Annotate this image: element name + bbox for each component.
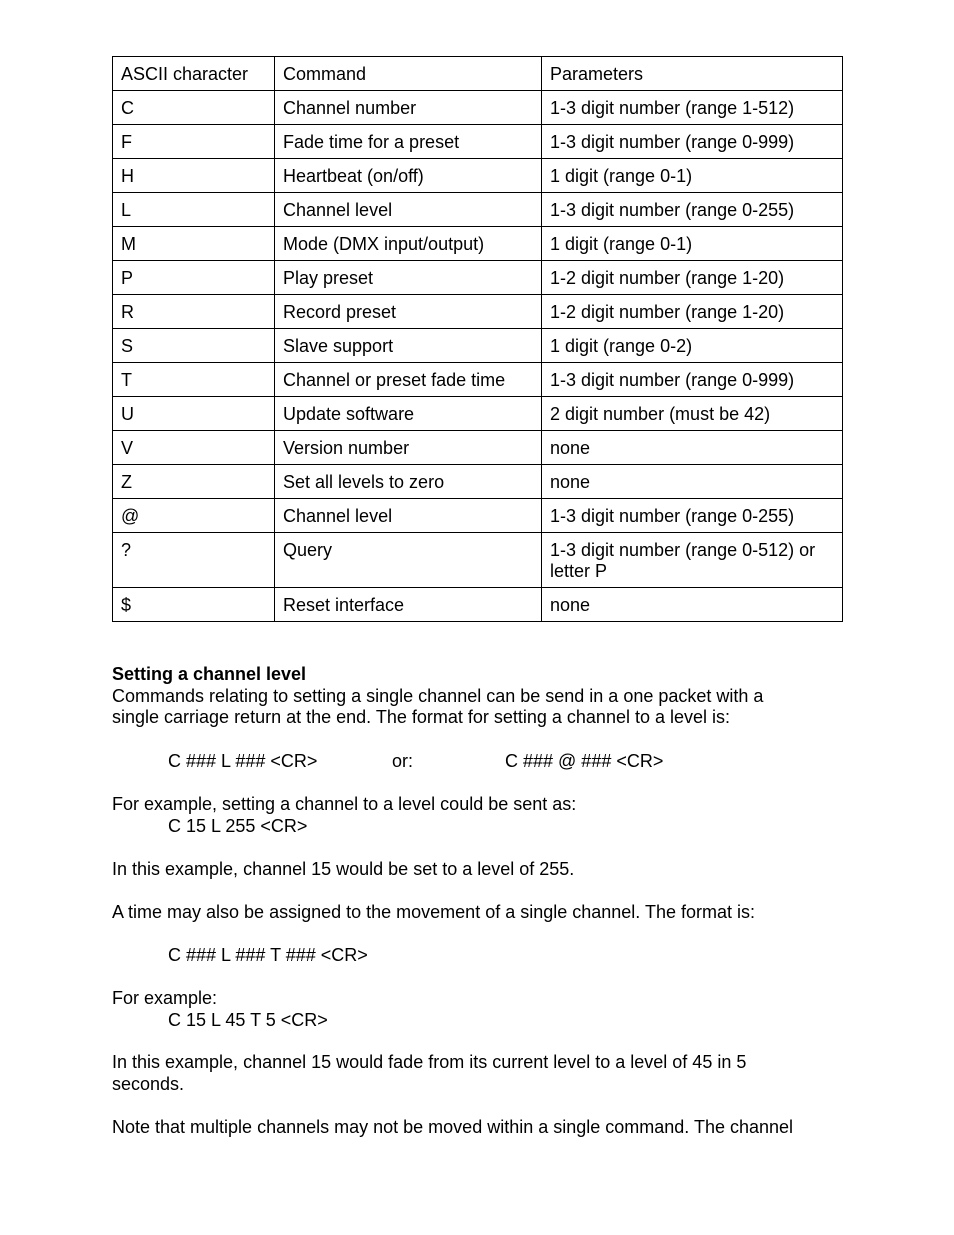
table-row <box>113 588 843 622</box>
syntax-letter-form: C ### L ### <CR> <box>168 751 318 771</box>
header-ascii-character: ASCII character <box>113 57 275 91</box>
command-cell: Channel level <box>275 499 542 533</box>
table-row <box>113 499 843 533</box>
command-cell: Channel level <box>275 193 542 227</box>
parameters-cell: none <box>542 431 843 465</box>
ascii-character-cell: U <box>113 397 275 431</box>
command-table <box>112 56 843 622</box>
intro-line-2: single carriage return at the end. The format for setting a channel to a level is: <box>112 707 731 727</box>
syntax-at-form: C ### @ ### <CR> <box>505 751 664 771</box>
command-cell: Set all levels to zero <box>275 465 542 499</box>
command-cell: Fade time for a preset <box>275 125 542 159</box>
table-row <box>113 533 843 588</box>
example-1-intro: For example, setting a channel to a level could be sent as: <box>112 794 577 814</box>
command-cell: Channel or preset fade time <box>275 363 542 397</box>
command-cell: Record preset <box>275 295 542 329</box>
table-row <box>113 227 843 261</box>
command-cell: Channel number <box>275 91 542 125</box>
ascii-character-cell: R <box>113 295 275 329</box>
header-command: Command <box>275 57 542 91</box>
parameters-cell: none <box>542 465 843 499</box>
parameters-cell: 1-2 digit number (range 1-20) <box>542 295 843 329</box>
ascii-character-cell: P <box>113 261 275 295</box>
example-1-code: C 15 L 255 <CR> <box>168 815 308 836</box>
command-cell: Mode (DMX input/output) <box>275 227 542 261</box>
ascii-character-cell: V <box>113 431 275 465</box>
time-intro: A time may also be assigned to the movement of a single channel. The format is: <box>112 902 756 922</box>
parameters-cell: 1-2 digit number (range 1-20) <box>542 261 843 295</box>
table-row <box>113 261 843 295</box>
parameters-cell: 1-3 digit number (range 0-999) <box>542 125 843 159</box>
table-row <box>113 329 843 363</box>
ascii-character-cell: M <box>113 227 275 261</box>
table-row <box>113 363 843 397</box>
example-1-explanation: In this example, channel 15 would be set to a level of 255. <box>112 859 575 879</box>
parameters-cell: 1-3 digit number (range 0-999) <box>542 363 843 397</box>
header-parameters: Parameters <box>542 57 843 91</box>
command-cell: Slave support <box>275 329 542 363</box>
table-row <box>113 295 843 329</box>
command-cell: Query <box>275 533 542 588</box>
table-row <box>113 125 843 159</box>
example-2 <box>112 988 842 1031</box>
example-2-explanation <box>112 1052 842 1095</box>
parameters-cell: none <box>542 588 843 622</box>
ascii-character-cell: S <box>113 329 275 363</box>
command-cell: Play preset <box>275 261 542 295</box>
note-paragraph: Note that multiple channels may not be moved within a single command. The channel <box>112 1117 794 1137</box>
example-2-explanation-line-2: seconds. <box>112 1073 185 1094</box>
ascii-character-cell: $ <box>113 588 275 622</box>
ascii-character-cell: L <box>113 193 275 227</box>
command-table-body <box>113 57 843 622</box>
ascii-character-cell: Z <box>113 465 275 499</box>
command-cell: Version number <box>275 431 542 465</box>
table-header-row <box>113 57 843 91</box>
syntax-or-label: or: <box>392 751 414 771</box>
syntax-row <box>168 750 768 772</box>
table-row <box>113 431 843 465</box>
section-heading: Setting a channel level <box>112 664 307 684</box>
parameters-cell: 1-3 digit number (range 0-255) <box>542 193 843 227</box>
parameters-cell: 1 digit (range 0-1) <box>542 227 843 261</box>
table-row <box>113 465 843 499</box>
example-2-explanation-line-1: In this example, channel 15 would fade from its current level to a level of 45 in 5 <box>112 1052 747 1072</box>
ascii-character-cell: @ <box>113 499 275 533</box>
time-syntax: C ### L ### T ### <CR> <box>168 945 368 965</box>
example-2-intro: For example: <box>112 988 218 1008</box>
intro-line-1: Commands relating to setting a single channel can be send in a one packet with a <box>112 685 764 706</box>
command-cell: Reset interface <box>275 588 542 622</box>
command-cell: Update software <box>275 397 542 431</box>
command-table-container <box>112 56 842 622</box>
section-channel-level <box>112 664 842 729</box>
parameters-cell: 1-3 digit number (range 1-512) <box>542 91 843 125</box>
table-row <box>113 397 843 431</box>
parameters-cell: 1-3 digit number (range 0-255) <box>542 499 843 533</box>
ascii-character-cell: T <box>113 363 275 397</box>
ascii-character-cell: H <box>113 159 275 193</box>
command-cell: Heartbeat (on/off) <box>275 159 542 193</box>
parameters-cell: 1-3 digit number (range 0-512) or letter P <box>542 533 843 588</box>
parameters-cell: 2 digit number (must be 42) <box>542 397 843 431</box>
table-row <box>113 193 843 227</box>
table-row <box>113 91 843 125</box>
ascii-character-cell: C <box>113 91 275 125</box>
example-1 <box>112 794 842 837</box>
ascii-character-cell: F <box>113 125 275 159</box>
parameters-cell: 1 digit (range 0-1) <box>542 159 843 193</box>
table-row <box>113 159 843 193</box>
ascii-character-cell: ? <box>113 533 275 588</box>
parameters-cell: 1 digit (range 0-2) <box>542 329 843 363</box>
example-2-code: C 15 L 45 T 5 <CR> <box>168 1009 328 1030</box>
